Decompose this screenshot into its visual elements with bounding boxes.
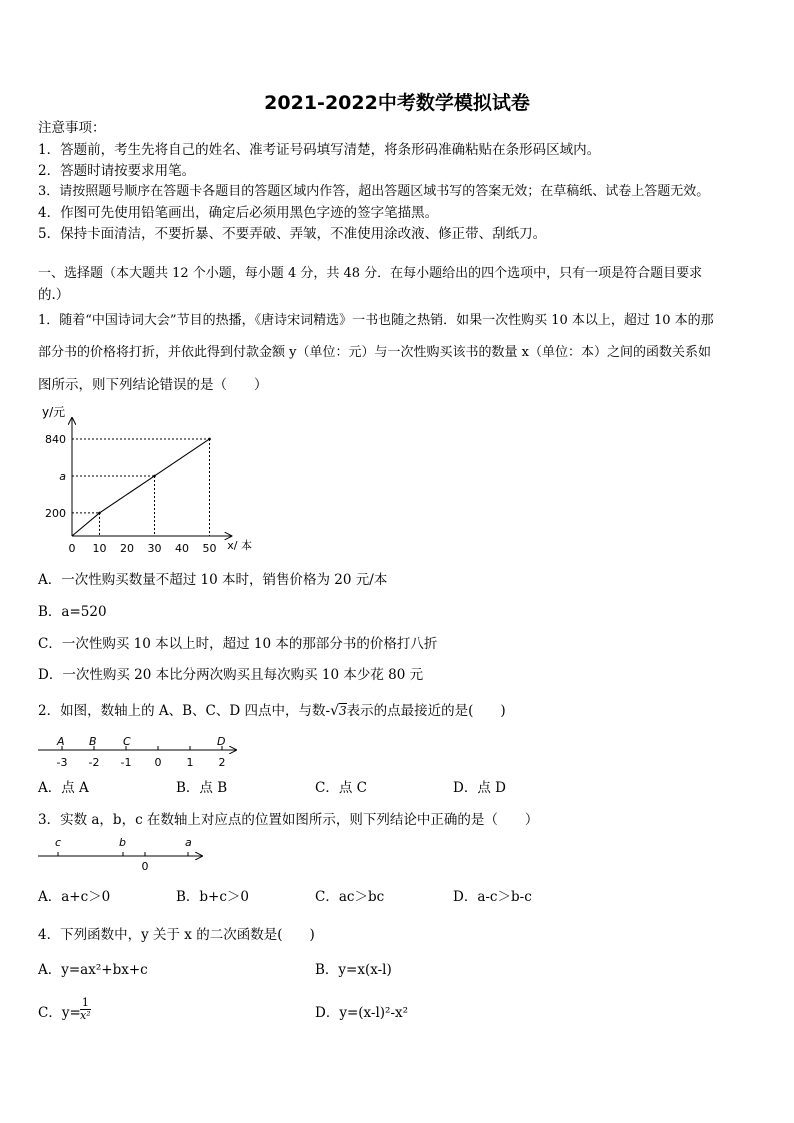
note-item: 3．请按照题号顺序在答题卡各题目的答题区域内作答，超出答题区域书写的答案无效；在草稿纸、试卷上答题无效。 bbox=[38, 184, 710, 199]
q3-option-d: D．a-c＞b-c bbox=[453, 889, 532, 905]
tick-label: 1 bbox=[186, 756, 194, 769]
sqrt-arg: 3 bbox=[338, 704, 347, 718]
x-tick-label: 20 bbox=[120, 542, 134, 555]
y-tick-label: 840 bbox=[45, 432, 66, 446]
note-item: 5．保持卡面清洁，不要折暴、不要弄破、弄皱，不准使用涂改液、修正带、刮纸刀。 bbox=[38, 226, 547, 242]
y-axis-label: y/元 bbox=[42, 405, 66, 420]
q1-option-d: D．一次性购买 20 本比分两次购买且每次购买 10 本少花 80 元 bbox=[38, 667, 424, 683]
q3-option-a: A．a+c＞0 bbox=[38, 889, 111, 905]
x-axis-label: x/ 本 bbox=[227, 539, 252, 552]
q1-option-a: A．一次性购买数量不超过 10 本时，销售价格为 20 元/本 bbox=[38, 572, 388, 588]
zero-label: 0 bbox=[141, 860, 149, 873]
q1-stem-line: 部分书的价格将打折，并依此得到付款金额 y（单位：元）与一次性购买该书的数量 x（单位：本）之间的函数关系如 bbox=[38, 345, 711, 360]
x-tick-label: 30 bbox=[147, 542, 162, 555]
q2-stem-post: 表示的点最接近的是( ) bbox=[346, 703, 506, 719]
q4-option-d: D．y=(x-l)²-x² bbox=[315, 1005, 409, 1021]
y-tick-label: 200 bbox=[45, 506, 66, 520]
page-title: 2021-2022中考数学模拟试卷 bbox=[264, 92, 530, 114]
q1-option-c: C．一次性购买 10 本以上时，超过 10 本的那部分书的价格打八折 bbox=[38, 636, 438, 652]
q4-option-a: A．y=ax²+bx+c bbox=[38, 962, 148, 978]
y-tick-label: a bbox=[59, 469, 66, 483]
section-heading-cont: 的.） bbox=[38, 287, 70, 303]
q1-stem-line: 图所示，则下列结论错误的是（ ） bbox=[38, 377, 268, 393]
x-tick-label: 0 bbox=[68, 542, 76, 555]
point-label-a: a bbox=[185, 836, 192, 849]
q1-option-b: B．a=520 bbox=[38, 604, 107, 620]
x-tick-label: 10 bbox=[92, 542, 107, 555]
tick-label: 2 bbox=[218, 756, 226, 769]
q1-stem-line: 1．随着“中国诗词大会”节目的热播，《唐诗宋词精选》一书也随之热销．如果一次性购买 10 本以上，超过 10 本的那 bbox=[38, 313, 714, 328]
tick-label: -2 bbox=[88, 756, 100, 769]
point-label-a: A bbox=[57, 735, 65, 748]
notes-heading: 注意事项： bbox=[38, 120, 106, 136]
q3-number-line bbox=[36, 834, 208, 874]
sqrt-icon: √3 bbox=[330, 703, 347, 719]
q4-option-c-prefix: C．y= bbox=[38, 1005, 81, 1021]
tick-label: 0 bbox=[154, 756, 162, 769]
point-label-d: D bbox=[217, 735, 226, 748]
data-point bbox=[98, 512, 101, 515]
q2-option-a: A．点 A bbox=[38, 780, 89, 796]
q2-number-line bbox=[36, 732, 246, 772]
q3-option-c: C．ac＞bc bbox=[315, 889, 385, 905]
note-item: 2．答题时请按要求用笔。 bbox=[38, 163, 196, 179]
data-point bbox=[208, 438, 211, 441]
x-tick-label: 50 bbox=[202, 542, 217, 555]
q4-option-c-fraction bbox=[80, 997, 91, 1022]
x-tick-label: 40 bbox=[175, 542, 189, 555]
q2-option-c: C．点 C bbox=[315, 780, 367, 796]
q2-option-b: B．点 B bbox=[176, 780, 228, 796]
q3-option-b: B．b+c＞0 bbox=[176, 889, 250, 905]
point-label-c: C bbox=[123, 735, 131, 748]
q3-stem: 3．实数 a，b，c 在数轴上对应点的位置如图所示，则下列结论中正确的是（ ） bbox=[38, 812, 539, 828]
q2-option-d: D．点 D bbox=[453, 780, 506, 796]
q2-stem-pre: 2．如图，数轴上的 A、B、C、D 四点中，与数- bbox=[38, 703, 331, 719]
point-label-b: b bbox=[119, 836, 126, 849]
fraction-denominator: x² bbox=[80, 1009, 91, 1022]
q4-stem: 4．下列函数中，y 关于 x 的二次函数是( ) bbox=[38, 927, 315, 943]
note-item: 1．答题前，考生先将自己的姓名、准考证号码填写清楚，将条形码准确粘贴在条形码区域内。 bbox=[38, 142, 601, 158]
series-line bbox=[72, 439, 210, 536]
tick-label: -1 bbox=[120, 756, 132, 769]
note-item: 4．作图可先使用铅笔画出，确定后必须用黑色字迹的签字笔描黑。 bbox=[38, 205, 439, 221]
section-heading: 一、选择题（本大题共 12 个小题，每小题 4 分，共 48 分．在每小题给出的四个选项中，只有一项是符合题目要求 bbox=[38, 266, 703, 281]
tick-label: -3 bbox=[56, 756, 68, 769]
point-label-c: c bbox=[55, 836, 62, 849]
q1-function-graph bbox=[36, 402, 266, 562]
q4-option-b: B．y=x(x-l) bbox=[315, 962, 392, 978]
q2-stem bbox=[38, 703, 506, 719]
data-point bbox=[153, 475, 156, 478]
point-label-b: B bbox=[89, 735, 97, 748]
fraction-numerator: 1 bbox=[81, 996, 89, 1009]
